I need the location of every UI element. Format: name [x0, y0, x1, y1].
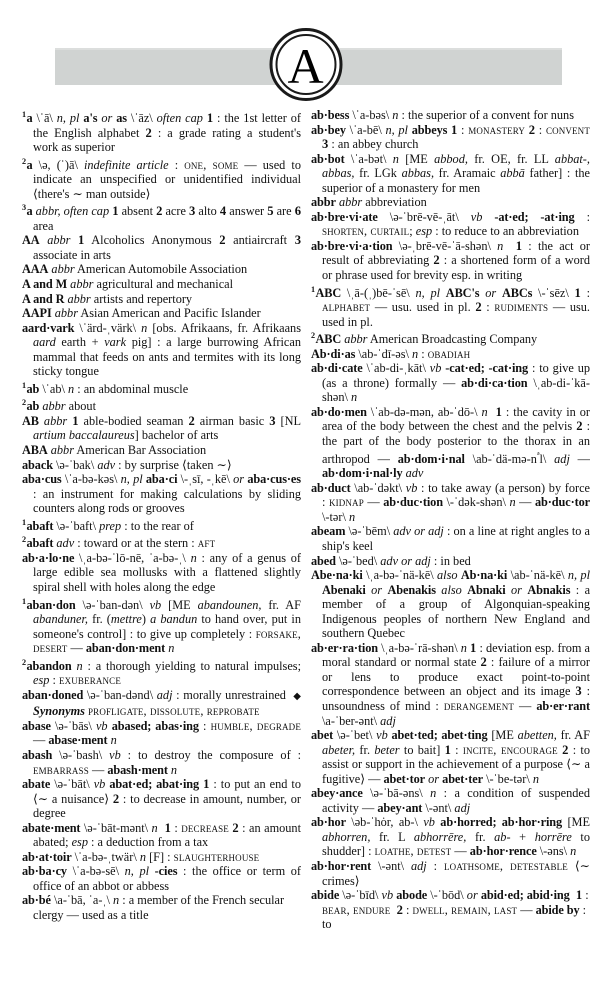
dictionary-entry: aard·vark \ˈärd-ˌvärk\ n [obs. Afrikaans, fr. Afrikaans aard earth + vark pig] : a large burrowing African mammal that feeds on ants and termites with its long sticky tongue: [22, 320, 301, 379]
dictionary-entry: ab·bot \ˈa-bət\ n [ME abbod, fr. OE, fr. LL abbat-, abbas, fr. LGk abbas, fr. Aramaic abbā father] : the superior of a monastery for men: [311, 151, 590, 195]
dictionary-entry: abate·ment \ə-ˈbāt-mənt\ n 1 : decrease 2 : an amount abated; esp : a deduction from a tax: [22, 820, 301, 850]
dictionary-entry: A and R abbr artists and repertory: [22, 291, 193, 306]
dictionary-entry: ABA abbr American Bar Association: [22, 443, 207, 458]
dictionary-columns: [0, 108, 611, 932]
dictionary-entry: ab·bre·vi·a·tion \ə-ˌbrē-vē-ˈā-shən\ n 1 : the act or result of abbreviating 2 : a shortened form of a word or phrase used for brevity esp. in writing: [311, 238, 590, 283]
dictionary-entry: abate \ə-ˈbāt\ vb abat·ed; abat·ing 1 : to put an end to ⟨∼ a nuisance⟩ 2 : to decrease in amount, number, or degree: [22, 777, 301, 821]
dictionary-entry: abbr abbr abbreviation: [311, 195, 427, 210]
dictionary-entry: aback \ə-ˈbak\ adv : by surprise ⟨taken ∼⟩: [22, 457, 232, 472]
dictionary-entry: abeam \ə-ˈbēm\ adv or adj : on a line at right angles to a ship's keel: [311, 524, 590, 553]
dictionary-entry: aban·doned \ə-ˈban-dənd\ adj : morally unrestrained ◆ Synonyms profligate, dissolute, reprobate: [22, 687, 301, 719]
dictionary-entry: $^1$abaft \ə-ˈbaft\ prep : to the rear of: [22, 517, 194, 533]
dictionary-entry: abide \ə-ˈbīd\ vb abode \-ˈbōd\ or abid·ed; abid·ing 1 : bear, endure 2 : dwell, remain, last — abide by : to: [311, 888, 589, 932]
dictionary-entry: $^1$ab \ˈab\ n : an abdominal muscle: [22, 380, 189, 396]
dictionary-entry: AAA abbr American Automobile Association: [22, 262, 248, 277]
dictionary-entry: ab·bey \ˈa-bē\ n, pl abbeys 1 : monastery 2 : convent 3 : an abbey church: [311, 122, 590, 152]
dictionary-entry: ab·at·toir \ˈa-bə-ˌtwär\ n [F] : slaughterhouse: [22, 849, 260, 864]
dictionary-entry: $^2$a \ə, (ˈ)ā\ indefinite article : one, some — used to indicate an unspecified or unidentified individual ⟨there's ∼ man outside⟩: [22, 156, 301, 201]
right-column: [311, 108, 590, 932]
letter-badge: [269, 28, 342, 101]
dictionary-entry: $^2$abandon n : a thorough yielding to natural impulses; esp : exuberance: [22, 657, 301, 688]
dictionary-entry: ab·er·ra·tion \ˌa-bə-ˈrā-shən\ n 1 : deviation esp. from a moral standard or normal state 2 : failure of a mirror or lens to produce exact point-to-point correspondence between an object and its image 3 : unsoundness of mind : derangement — ab·er·rant \a-ˈber-ənt\ adj: [311, 640, 591, 728]
dictionary-entry: A and M abbr agricultural and mechanical: [22, 277, 234, 292]
dictionary-entry: ab·ba·cy \ˈa-bə-sē\ n, pl -cies : the office or term of office of an abbot or abbess: [22, 864, 301, 893]
dictionary-entry: ab·bess \ˈa-bəs\ n : the superior of a convent for nuns: [311, 108, 574, 122]
dictionary-entry: ab·di·cate \ˈab-di-ˌkāt\ vb -cat·ed; -cat·ing : to give up (as a throne) formally — ab·di·ca·tion \ˌab-di-ˈkā-shən\ n: [311, 361, 591, 405]
dictionary-entry: aba·cus \ˈa-bə-kəs\ n, pl aba·ci \-ˌsī, -ˌkē\ or aba·cus·es : an instrument for making calculations by sliding counters along rods or grooves: [22, 472, 301, 516]
dictionary-entry: ab·bé \a-ˈbā, ˈa-ˌ\ n : a member of the French secular clergy — used as a title: [22, 893, 285, 922]
letter-badge-inner-ring: [275, 34, 336, 95]
dictionary-entry: AB abbr 1 able-bodied seaman 2 airman basic 3 [NL artium baccalaureus] bachelor of arts: [22, 413, 302, 443]
dictionary-entry: abase \ə-ˈbās\ vb abased; abas·ing : humble, degrade — abase·ment n: [22, 718, 301, 748]
dictionary-entry: abet \ə-ˈbet\ vb abet·ted; abet·ting [ME abetten, fr. AF abeter, fr. beter to bait] 1 : incite, encourage 2 : to assist or support in the achievement of a purpose ⟨∼ a fugitive⟩ — abet·tor or abet·ter \-ˈbe-tər\ n: [311, 728, 590, 786]
dictionary-entry: $^1$ABC \ˌā-(ˌ)bē-ˈsē\ n, pl ABC's or ABCs \-ˈsēz\ 1 : alphabet — usu. used in pl. 2 : rudiments — usu. used in pl.: [311, 284, 590, 329]
dictionary-entry: abash \ə-ˈbash\ vb : to destroy the composure of : embarrass — abash·ment n: [22, 747, 302, 777]
dictionary-entry: $^2$abaft adv : toward or at the stern : aft: [22, 535, 216, 551]
dictionary-entry: Ab·di·as \ab-ˈdī-əs\ n : obadiah: [311, 346, 471, 361]
dictionary-entry: abed \ə-ˈbed\ adv or adj : in bed: [311, 553, 471, 568]
dictionary-entry: Abe·na·ki \ˌa-bə-ˈnä-kē\ also Ab·na·ki \ab-ˈnä-kē\ n, pl Abenaki or Abenakis also Abnaki or Abnakis : a member of a group of Algonquian-speaking Indigenous peoples of northern New England and southern Quebec: [311, 568, 591, 641]
dictionary-entry: $^1$aban·don \ə-ˈban-dən\ vb [ME abandounen, fr. AF abanduner, fr. (mettre) a bandun to hand over, put in someone's control] : to give up completely : forsake, desert — aban·don·ment n: [22, 596, 301, 656]
dictionary-entry: ab·hor·rent \-ənt\ adj : loathsome, detestable ⟨∼ crimes⟩: [311, 858, 590, 888]
dictionary-entry: AAPI abbr Asian American and Pacific Islander: [22, 306, 261, 321]
left-column: [22, 108, 301, 932]
dictionary-entry: AA abbr 1 Alcoholics Anonymous 2 antiaircraft 3 associate in arts: [22, 233, 301, 262]
dictionary-entry: $^2$ab abbr about: [22, 398, 96, 414]
dictionary-entry: abey·ance \ə-ˈbā-əns\ n : a condition of suspended activity — abey·ant \-ənt\ adj: [311, 786, 590, 815]
dictionary-entry: $^3$a abbr, often cap 1 absent 2 acre 3 alto 4 answer 5 are 6 area: [22, 203, 301, 233]
dictionary-entry: ab·a·lo·ne \ˌa-bə-ˈlō-nē, ˈa-bə-ˌ\ n : any of a genus of large edible sea mollusks with a flattened slightly spiral shell with holes along the edge: [22, 550, 301, 594]
page-header: [0, 0, 611, 94]
dictionary-entry: $^1$a \ˈā\ n, pl a's or as \ˈāz\ often cap 1 : the 1st letter of the English alphabet 2 : a grade rating a student's work as superior: [22, 110, 301, 155]
section-letter: A: [287, 37, 324, 94]
dictionary-entry: ab·hor \əb-ˈhȯr, ab-\ vb ab·horred; ab·hor·ring [ME abhorren, fr. L abhorrēre, fr. ab- + horrēre to shudder] : loathe, detest — ab·hor·rence \-əns\ n: [311, 815, 590, 859]
dictionary-entry: ab·do·men \ˈab-də-mən, ab-ˈdō-\ n 1 : the cavity in or area of the body between the chest and the pelvis 2 : the part of the body posterior to the thorax in an arthropod — ab·dom·i·nal $\backslash ab-ˈdä-mə-n^ᵊl\backslash$ adj — ab·dom·i·nal·ly adv: [311, 404, 590, 481]
dictionary-entry: ab·duct \ab-ˈdəkt\ vb : to take away (a person) by force : kidnap — ab·duc·tion \-ˈdək-shən\ n — ab·duc·tor \-tər\ n: [311, 480, 591, 524]
dictionary-entry: $^2$ABC abbr American Broadcasting Company: [311, 331, 538, 347]
dictionary-entry: ab·bre·vi·ate \ə-ˈbrē-vē-ˌāt\ vb -at·ed; -at·ing : shorten, curtail; esp : to reduce to an abbreviation: [311, 209, 591, 239]
